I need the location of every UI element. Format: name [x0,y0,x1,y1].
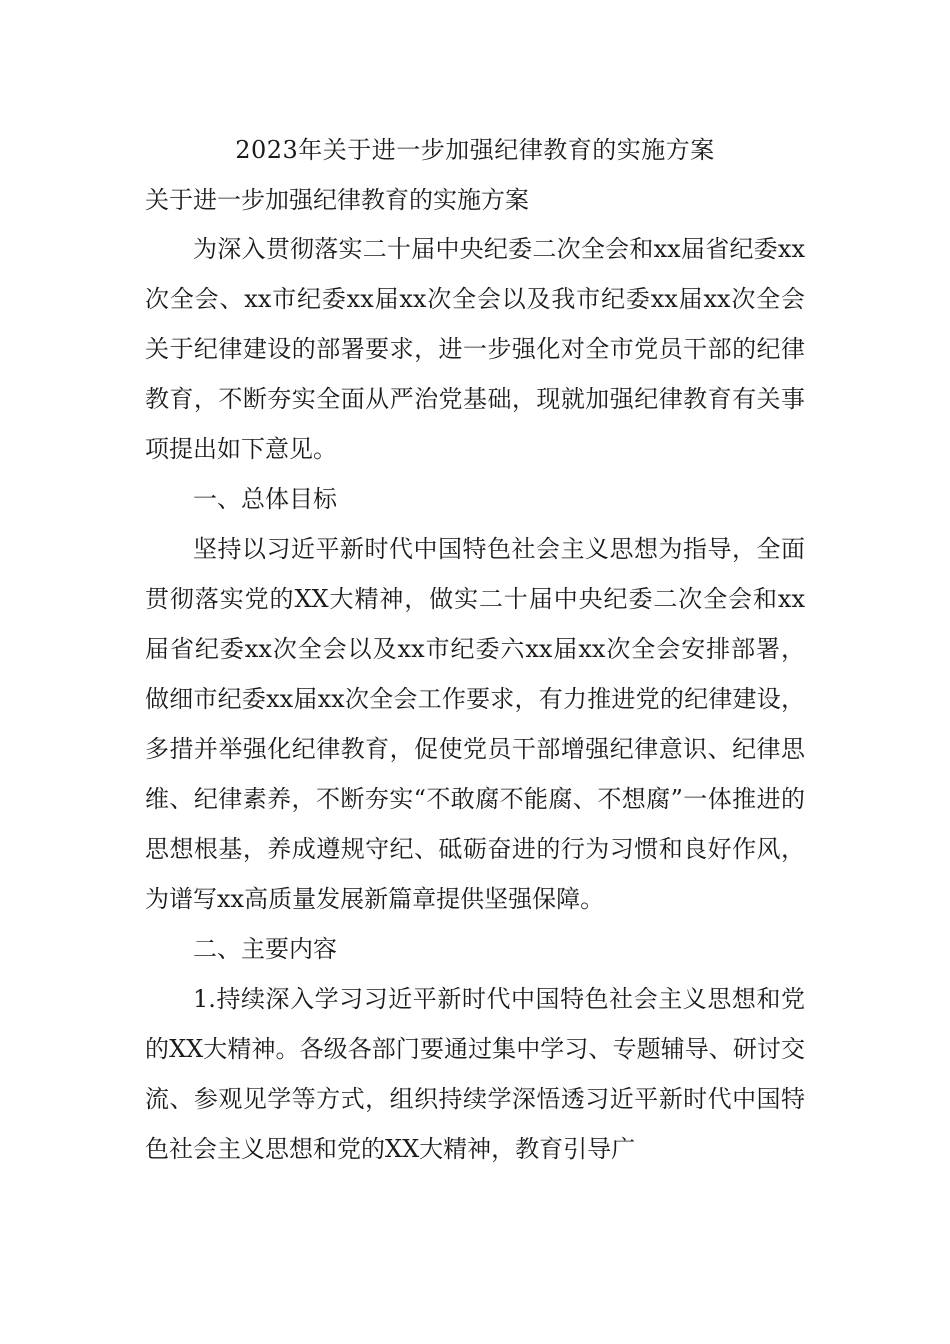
document-title: 2023年关于进一步加强纪律教育的实施方案 [235,136,715,164]
section-heading-main-content: 二、主要内容 [193,935,337,963]
document-subtitle: 关于进一步加强纪律教育的实施方案 [145,186,529,214]
document-body [145,224,805,1174]
intro-paragraph: 为深入贯彻落实二十届中央纪委二次全会和xx届省纪委xx次全会、xx市纪委xx届xx次全会以及我市纪委xx届xx次全会关于纪律建设的部署要求，进一步强化对全市党员干部的纪律教育，不断夯实全面从严治党基础，现就加强纪律教育有关事项提出如下意见。 [145,235,805,463]
main-content-item-1: 1.持续深入学习习近平新时代中国特色社会主义思想和党的XX大精神。各级各部门要通过集中学习、专题辅导、研讨交流、参观见学等方式，组织持续学深悟透习近平新时代中国特色社会主义思想和党的XX大精神，教育引导广 [145,985,805,1163]
general-goal-paragraph: 坚持以习近平新时代中国特色社会主义思想为指导，全面贯彻落实党的XX大精神，做实二十届中央纪委二次全会和xx届省纪委xx次全会以及xx市纪委六xx届xx次全会安排部署，做细市纪委xx届xx次全会工作要求，有力推进党的纪律建设，多措并举强化纪律教育，促使党员干部增强纪律意识、纪律思维、纪律素养，不断夯实“不敢腐不能腐、不想腐”一体推进的思想根基，养成遵规守纪、砥砺奋进的行为习惯和良好作风，为谱写xx高质量发展新篇章提供坚强保障。 [145,535,805,913]
section-heading-general-goal: 一、总体目标 [193,485,337,513]
